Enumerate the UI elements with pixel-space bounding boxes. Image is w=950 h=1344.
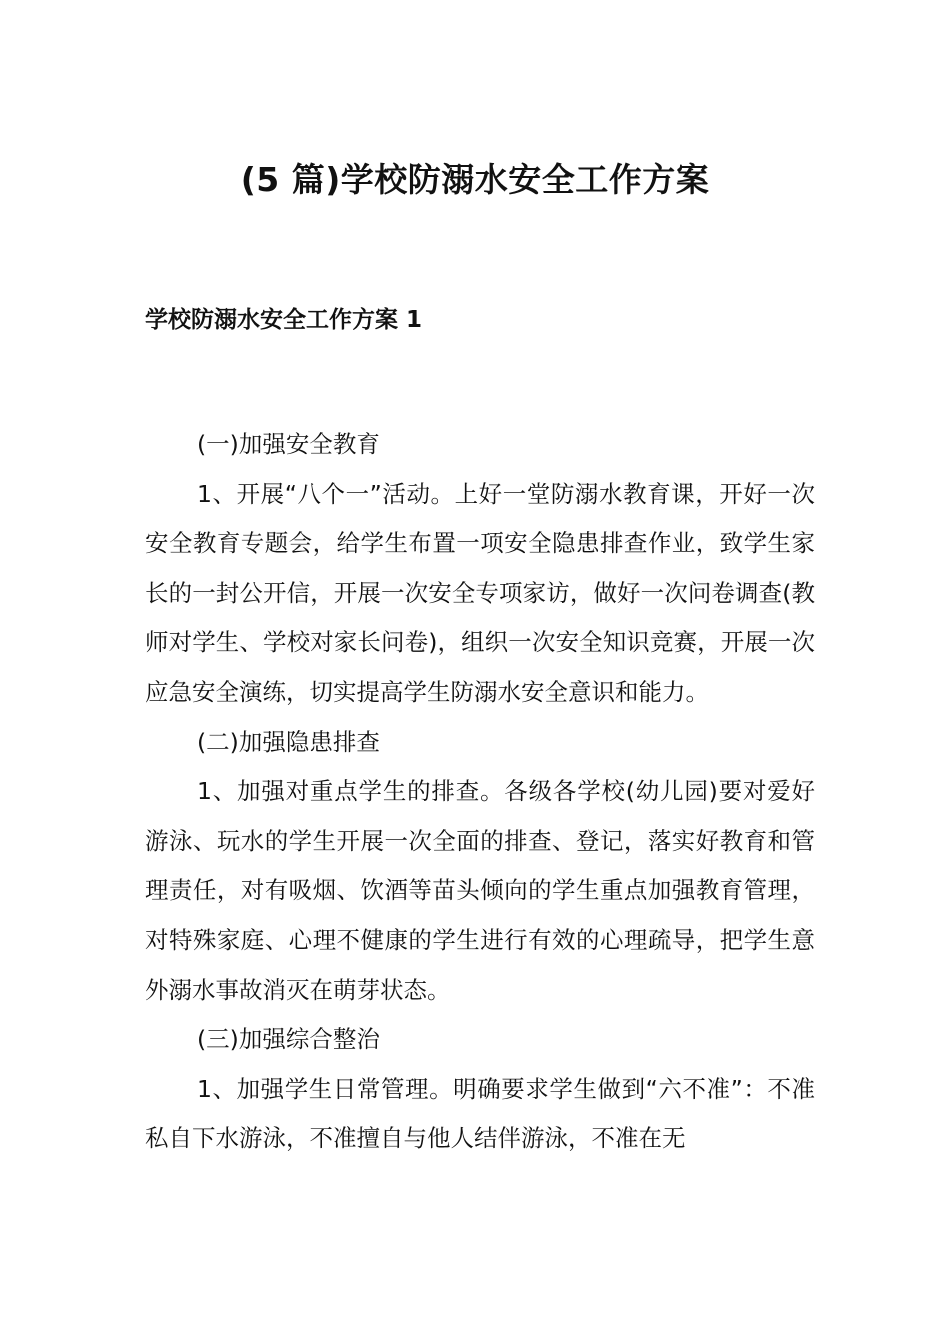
section-heading: 学校防溺水安全工作方案 1	[145, 307, 423, 333]
document-body	[145, 420, 815, 1164]
paragraph-daily-management: 1、加强学生日常管理。明确要求学生做到“六不准”：不准私自下水游泳，不准擅自与他人结伴游泳，不准在无	[145, 1074, 815, 1153]
document-title: (5 篇)学校防溺水安全工作方案	[240, 160, 710, 199]
subheading-education: (一)加强安全教育	[197, 430, 380, 458]
paragraph-activities: 1、开展“八个一”活动。上好一堂防溺水教育课，开好一次安全教育专题会，给学生布置一项安全隐患排查作业，致学生家长的一封公开信，开展一次安全专项家访，做好一次问卷调查(教师对学生、学校对家长问卷)，组织一次安全知识竞赛，开展一次应急安全演练，切实提高学生防溺水安全意识和能力。	[145, 479, 815, 706]
subheading-rectification: (三)加强综合整治	[197, 1025, 380, 1054]
paragraph-key-students: 1、加强对重点学生的排查。各级各学校(幼儿园)要对爱好游泳、玩水的学生开展一次全面的排查、登记，落实好教育和管理责任，对有吸烟、饮酒等苗头倾向的学生重点加强教育管理，对特殊家庭、心理不健康的学生进行有效的心理疏导，把学生意外溺水事故消灭在萌芽状态。	[145, 777, 815, 1004]
subheading-hazard-check: (二)加强隐患排查	[197, 727, 380, 756]
